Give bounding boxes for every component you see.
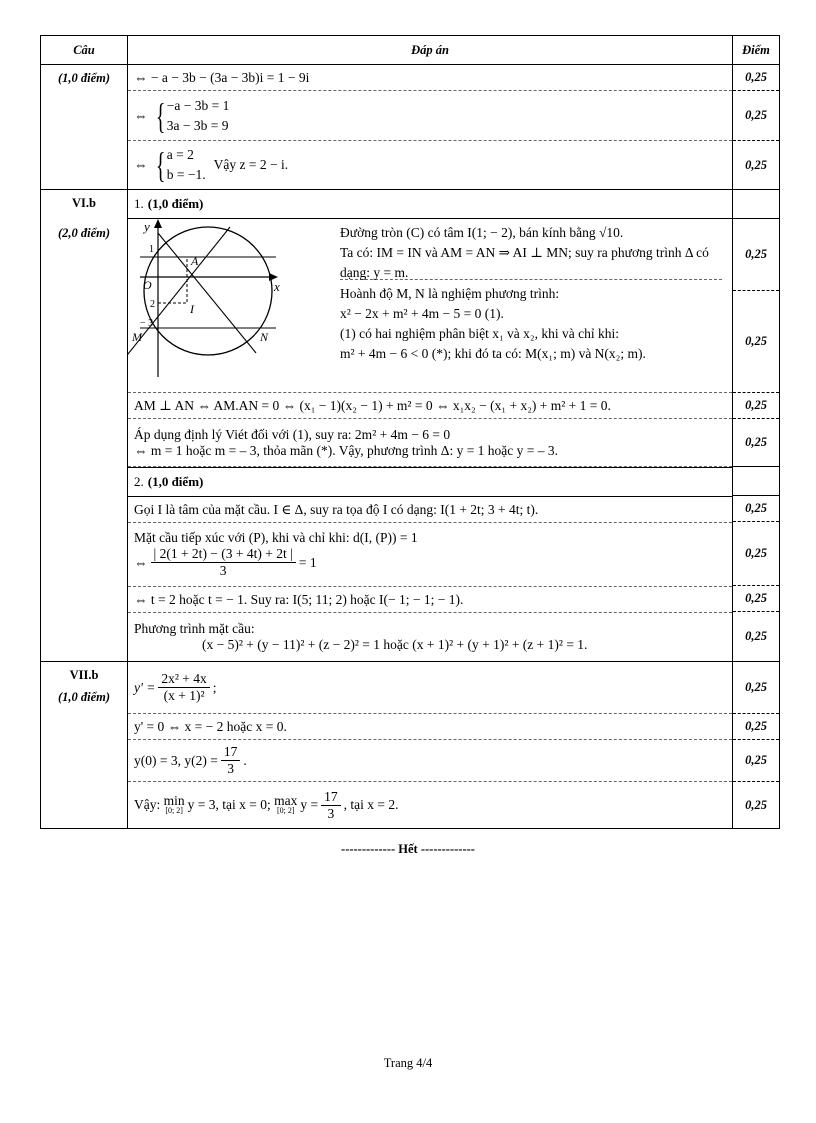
point-value: 0,25 <box>733 219 779 291</box>
part2-header: 2. (1,0 điểm) <box>128 467 732 497</box>
answer-line: Áp dụng định lý Viét đối với (1), suy ra: 2m² + 4m − 6 = 0 ⇔ m = 1 hoặc m = – 3, thỏa mãn (*). Vậy, phương trình Δ: y = 1 hoặc y = – 3. <box>128 419 732 467</box>
equation-system: { −a − 3b = 1 3a − 3b = 9 <box>155 95 230 136</box>
point-value: 0,25 <box>745 628 767 643</box>
header-row <box>41 36 780 65</box>
point-value: 0,25 <box>733 393 779 419</box>
point-value: 0,25 <box>733 496 779 522</box>
label-a: A <box>191 254 199 268</box>
graph-text-block: Đường tròn (C) có tâm I(1; − 2), bán kính bằng √10. Ta có: IM = IN và AM = AN ⇒ AI ⊥ MN; suy ra phương trình Δ có dạng: y = m. <box>340 223 722 280</box>
answer-line: ⇔ { −a − 3b = 1 3a − 3b = 9 <box>128 91 732 141</box>
circle-c <box>144 227 272 355</box>
fraction: $\frac{\text{2x² + 4x}}{\text{(x + 1)²}}$ <box>158 671 209 704</box>
label-n: N <box>260 330 269 344</box>
section-prev-points <box>733 65 780 190</box>
label-m: M <box>132 330 142 344</box>
point-value: 0,25 <box>733 662 779 714</box>
point-value: 0,25 <box>733 291 779 393</box>
section-prev <box>41 65 780 190</box>
answer-sheet <box>40 35 780 829</box>
answer-line: ⇔ { a = 2 b = −1. Vậy z = 2 − i. <box>134 145 289 185</box>
answer-line: Vậy: min [0; 2] y = 3, tại x = 0; max [0; 2] y = $\frac{17}{3}$ , tại x = 2. <box>134 788 399 821</box>
equation-system: { a = 2 b = −1. <box>155 145 206 185</box>
point-value: 0,25 <box>733 419 779 467</box>
line-an <box>158 233 256 353</box>
section-prev-answers <box>128 65 733 190</box>
page-number: Trang 4/4 <box>383 1056 433 1070</box>
part1-header: 1. (1,0 điểm) <box>128 190 732 219</box>
label-x: x <box>274 279 280 294</box>
point-value: 0,25 <box>745 157 767 172</box>
point-value: 0,25 <box>733 714 779 740</box>
point-value: 0,25 <box>733 522 779 586</box>
answer-line: Phương trình mặt cầu: (x − 5)² + (y − 11)² + (z − 2)² = 1 hoặc (x + 1)² + (y + 1)² + (z + 1)² = 1. <box>134 621 588 652</box>
section-viib-label: VII.b (1,0 điểm) <box>41 662 128 829</box>
graph-text-block: Hoành độ M, N là nghiệm phương trình: x² − 2x + m² + 4m − 5 = 0 (1). (1) có hai nghiệm phân biệt x₁ và x₂, khi và chỉ khi: m² + 4m − 6 < 0 (*); khi đó ta có: M(x₁; m) và N(x₂; m). <box>340 286 646 361</box>
section-vib-points <box>733 190 780 662</box>
answer-line: y(0) = 3, y(2) = $\frac{17}{3}$ . <box>128 740 732 782</box>
answer-line: ⇔ t = 2 hoặc t = − 1. Suy ra: I(5; 11; 2) hoặc I(− 1; − 1; − 1). <box>128 587 732 613</box>
fraction: $\frac{17}{3}$ <box>321 789 341 822</box>
end-marker: ------------- Hết ------------- <box>341 842 475 856</box>
point-value: 0,25 <box>733 91 779 141</box>
y-axis-arrow <box>154 219 162 228</box>
point-value: 0,25 <box>733 740 779 782</box>
section-prev-label: (1,0 điểm) <box>41 65 128 190</box>
header-cau: Câu <box>41 36 128 65</box>
answer-line: Mặt cầu tiếp xúc với (P), khi và chỉ khi: d(I, (P)) = 1 ⇔ $\frac{| 2(1 + 2t) - (3 + 4t) + 2t |}{3}$ = 1 <box>128 523 732 587</box>
label-y: y <box>144 219 150 234</box>
max-operator: max [0; 2] <box>274 793 298 815</box>
point-value: 0,25 <box>733 586 779 612</box>
answer-line: y' = $\frac{\text{2x² + 4x}}{\text{(x + 1)²}}$ ; <box>128 662 732 714</box>
section-vib-answers <box>128 190 733 662</box>
answer-table <box>40 35 780 829</box>
section-viib-points <box>733 662 780 829</box>
header-dap-an: Đáp án <box>128 36 733 65</box>
circle-graph <box>128 219 328 391</box>
section-viib-answers <box>128 662 733 829</box>
label-i: I <box>190 302 194 316</box>
fraction: $\frac{| 2(1 + 2t) - (3 + 4t) + 2t |}{3}$ <box>151 546 296 579</box>
graph-row <box>128 219 732 393</box>
section-vib <box>41 190 780 662</box>
answer-line: Gọi I là tâm của mặt cầu. I ∈ Δ, suy ra tọa độ I có dạng: I(1 + 2t; 3 + 4t; t). <box>128 497 732 523</box>
answer-line: AM ⊥ AN ⇔ AM.AN = 0 ⇔ (x₁ − 1)(x₂ − 1) + m² = 0 ⇔ x₁x₂ − (x₁ + x₂) + m² + 1 = 0. <box>128 393 732 419</box>
graph-explanation <box>328 219 732 364</box>
fraction: $\frac{17}{3}$ <box>221 744 241 777</box>
line-am <box>128 227 230 359</box>
answer-line: y' = 0 ⇔ x = − 2 hoặc x = 0. <box>128 714 732 740</box>
tick-2: 2 <box>150 299 155 310</box>
min-operator: min [0; 2] <box>163 793 185 815</box>
point-value: 0,25 <box>745 797 767 812</box>
tick-minus3: − 3 <box>140 318 154 329</box>
answer-line: ⇔ − a − 3b − (3a − 3b)i = 1 − 9i <box>128 65 732 91</box>
label-o: O <box>143 278 152 292</box>
header-diem: Điểm <box>733 36 780 65</box>
section-viib <box>41 662 780 829</box>
point-value: 0,25 <box>733 65 779 91</box>
section-vib-label: VI.b (2,0 điểm) <box>41 190 128 662</box>
tick-1: 1 <box>149 244 154 255</box>
